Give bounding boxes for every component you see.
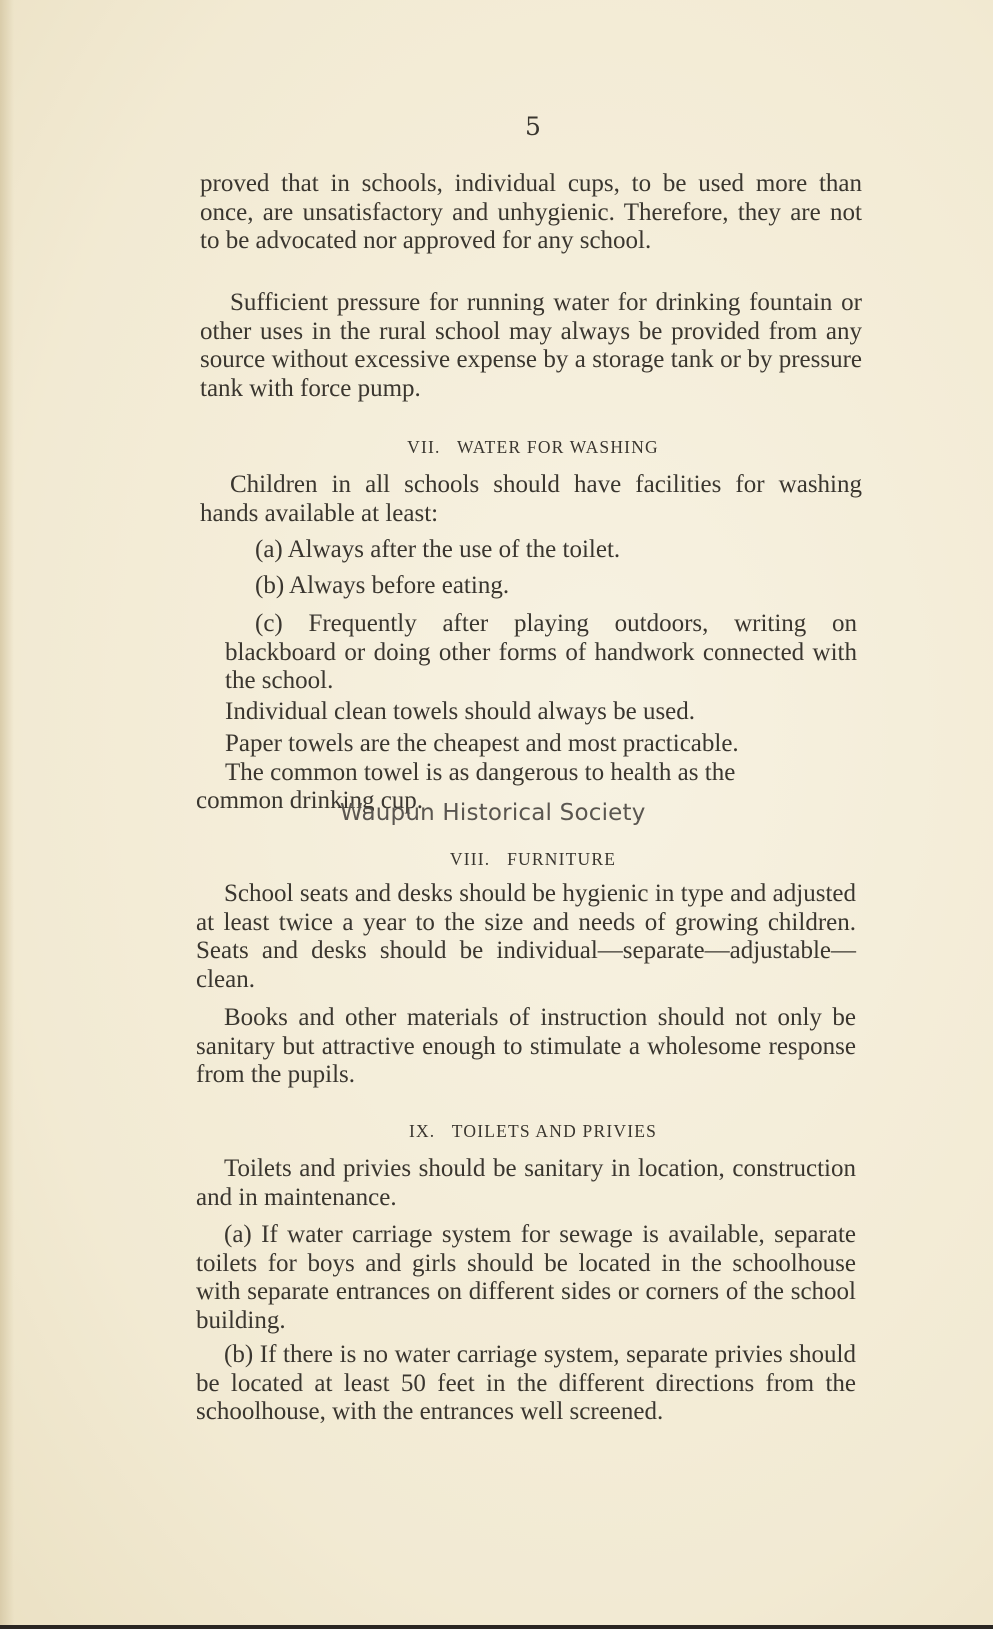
list-item-c: (c) Frequently after playing outdoors, writing on blackboard or doing other forms of handwork connected with the school. <box>225 610 857 694</box>
towel-line-3: The common towel is as dangerous to health as the <box>225 759 736 786</box>
paragraph-pressure: Sufficient pressure for running water for drinking fountain or other uses in the rural school may always be provided from any source without excessive expense by a storage tank or by pressure tank with force pump. <box>200 289 862 402</box>
paragraph-books: Books and other materials of instruction should not only be sanitary but attractive enough to stimulate a wholesome response from the pupils. <box>196 1004 856 1088</box>
section-heading-furniture: VIII. FURNITURE <box>449 849 617 869</box>
page-number: 5 <box>525 112 541 141</box>
towel-line-4: common drinking cup. <box>196 787 424 814</box>
paragraph-water-carriage: (a) If water carriage system for sewage is available, separate toilets for boys and girls should be located in the schoolhouse with separate entrances on different sides or corners of the school building. <box>196 1221 856 1334</box>
list-item-b: (b) Always before eating. <box>255 572 510 599</box>
towel-line-2: Paper towels are the cheapest and most practicable. <box>225 730 739 757</box>
section-heading-water-washing: VII. WATER FOR WASHING <box>407 437 659 457</box>
paragraph-privies: (b) If there is no water carriage system, separate privies should be located at least 50 feet in the different directions from the schoolhouse, with the entrances well screened. <box>196 1341 856 1425</box>
page-edge-shadow <box>0 0 14 1629</box>
watermark: Waupun Historical Society <box>340 800 646 826</box>
section-heading-toilets: IX. TOILETS AND PRIVIES <box>408 1121 658 1141</box>
list-item-a: (a) Always after the use of the toilet. <box>255 536 621 563</box>
scan-bottom-edge <box>0 1625 993 1629</box>
paragraph-washing-intro: Children in all schools should have facilities for washing hands available at least: <box>200 471 862 527</box>
paragraph-toilets-intro: Toilets and privies should be sanitary in location, construction and in maintenance. <box>196 1155 856 1211</box>
paragraph-cups: proved that in schools, individual cups, to be used more than once, are unsatisfactory and unhygienic. Therefore, they are not to be advocated nor approved for any school. <box>200 170 862 254</box>
towel-line-1: Individual clean towels should always be used. <box>225 698 696 725</box>
paragraph-seats-desks: School seats and desks should be hygienic in type and adjusted at least twice a year to the size and needs of growing children. Seats and desks should be individual—separate—adjustable—clean. <box>196 880 856 993</box>
